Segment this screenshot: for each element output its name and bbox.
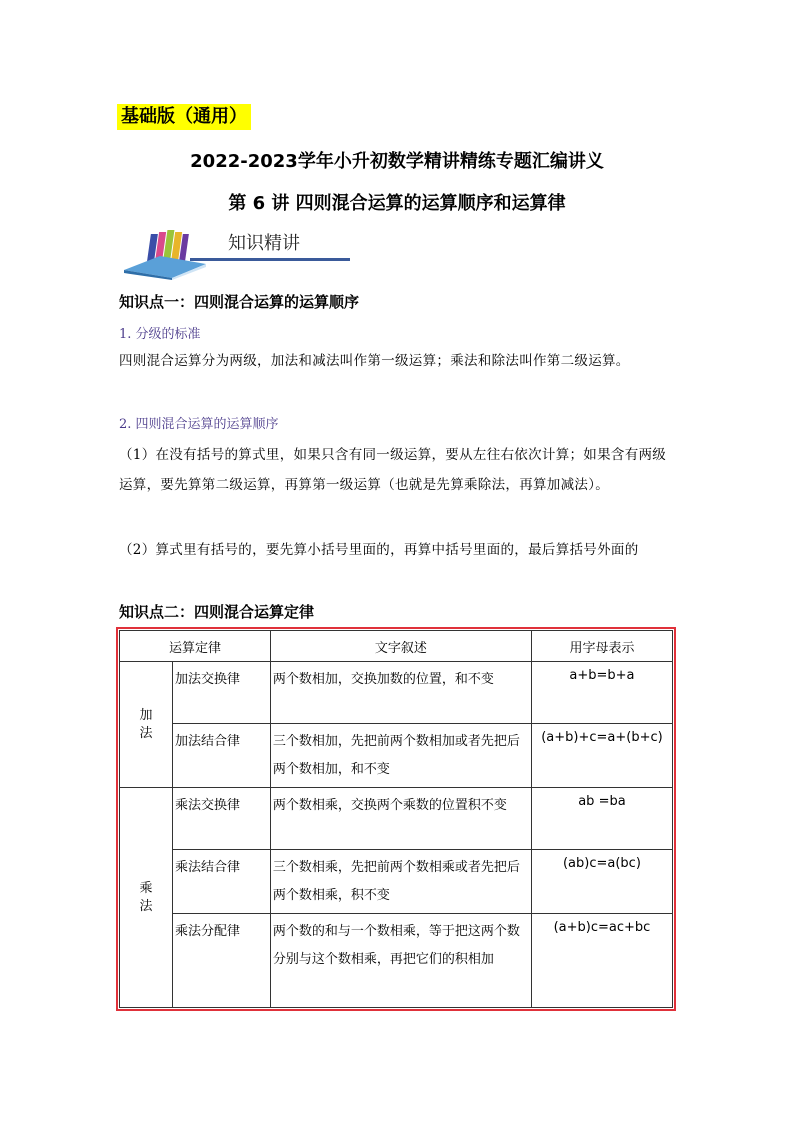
law-formula: (a+b)+c=a+(b+c) — [531, 724, 672, 788]
law-desc: 三个数相乘，先把前两个数相乘或者先把后两个数相乘，积不变 — [270, 850, 531, 914]
law-desc: 两个数相乘，交换两个乘数的位置积不变 — [270, 788, 531, 850]
laws-table — [119, 630, 673, 1008]
law-formula: (ab)c=a(bc) — [531, 850, 672, 914]
lecture-title: 第 6 讲 四则混合运算的运算顺序和运算律 — [228, 193, 566, 214]
point1-sub2: 2. 四则混合运算的运算顺序 — [119, 417, 279, 432]
edition-badge: 基础版（通用） — [117, 104, 251, 130]
table-row — [120, 914, 673, 1008]
point1-heading: 知识点一：四则混合运算的运算顺序 — [119, 293, 360, 311]
law-name: 乘法结合律 — [173, 850, 271, 914]
category-addition: 加法 — [120, 662, 173, 788]
category-multiplication: 乘法 — [120, 788, 173, 1008]
law-name: 加法交换律 — [173, 662, 271, 724]
law-desc: 两个数相加，交换加数的位置，和不变 — [270, 662, 531, 724]
law-formula: ab =ba — [531, 788, 672, 850]
header-law: 运算定律 — [120, 631, 271, 662]
law-name: 乘法分配律 — [173, 914, 271, 1008]
table-row — [120, 788, 673, 850]
point1-sub1: 1. 分级的标准 — [119, 327, 201, 342]
point2-heading: 知识点二：四则混合运算定律 — [119, 603, 315, 621]
law-desc: 三个数相加，先把前两个数相加或者先把后两个数相加，和不变 — [270, 724, 531, 788]
point1-para2: （1）在没有括号的算式里，如果只含有同一级运算，要从左往右依次计算；如果含有两级运算，要先算第二级运算，再算第一级运算（也就是先算乘除法，再算加减法）。 — [119, 447, 667, 493]
table-row — [120, 850, 673, 914]
law-desc: 两个数的和与一个数相乘，等于把这两个数分别与这个数相乘，再把它们的积相加 — [270, 914, 531, 1008]
document-title: 2022-2023学年小升初数学精讲精练专题汇编讲义 — [190, 151, 604, 172]
section-banner-label: 知识精讲 — [228, 233, 300, 254]
point1-para1: 四则混合运算分为两级，加法和减法叫作第一级运算；乘法和除法叫作第二级运算。 — [119, 353, 630, 369]
point1-para3: （2）算式里有括号的，要先算小括号里面的，再算中括号里面的，最后算括号外面的 — [119, 542, 639, 558]
law-formula: a+b=b+a — [531, 662, 672, 724]
law-formula: (a+b)c=ac+bc — [531, 914, 672, 1008]
table-row — [120, 662, 673, 724]
table-header-row — [120, 631, 673, 662]
header-formula: 用字母表示 — [531, 631, 672, 662]
law-name: 乘法交换律 — [173, 788, 271, 850]
table-row — [120, 724, 673, 788]
header-desc: 文字叙述 — [270, 631, 531, 662]
law-name: 加法结合律 — [173, 724, 271, 788]
